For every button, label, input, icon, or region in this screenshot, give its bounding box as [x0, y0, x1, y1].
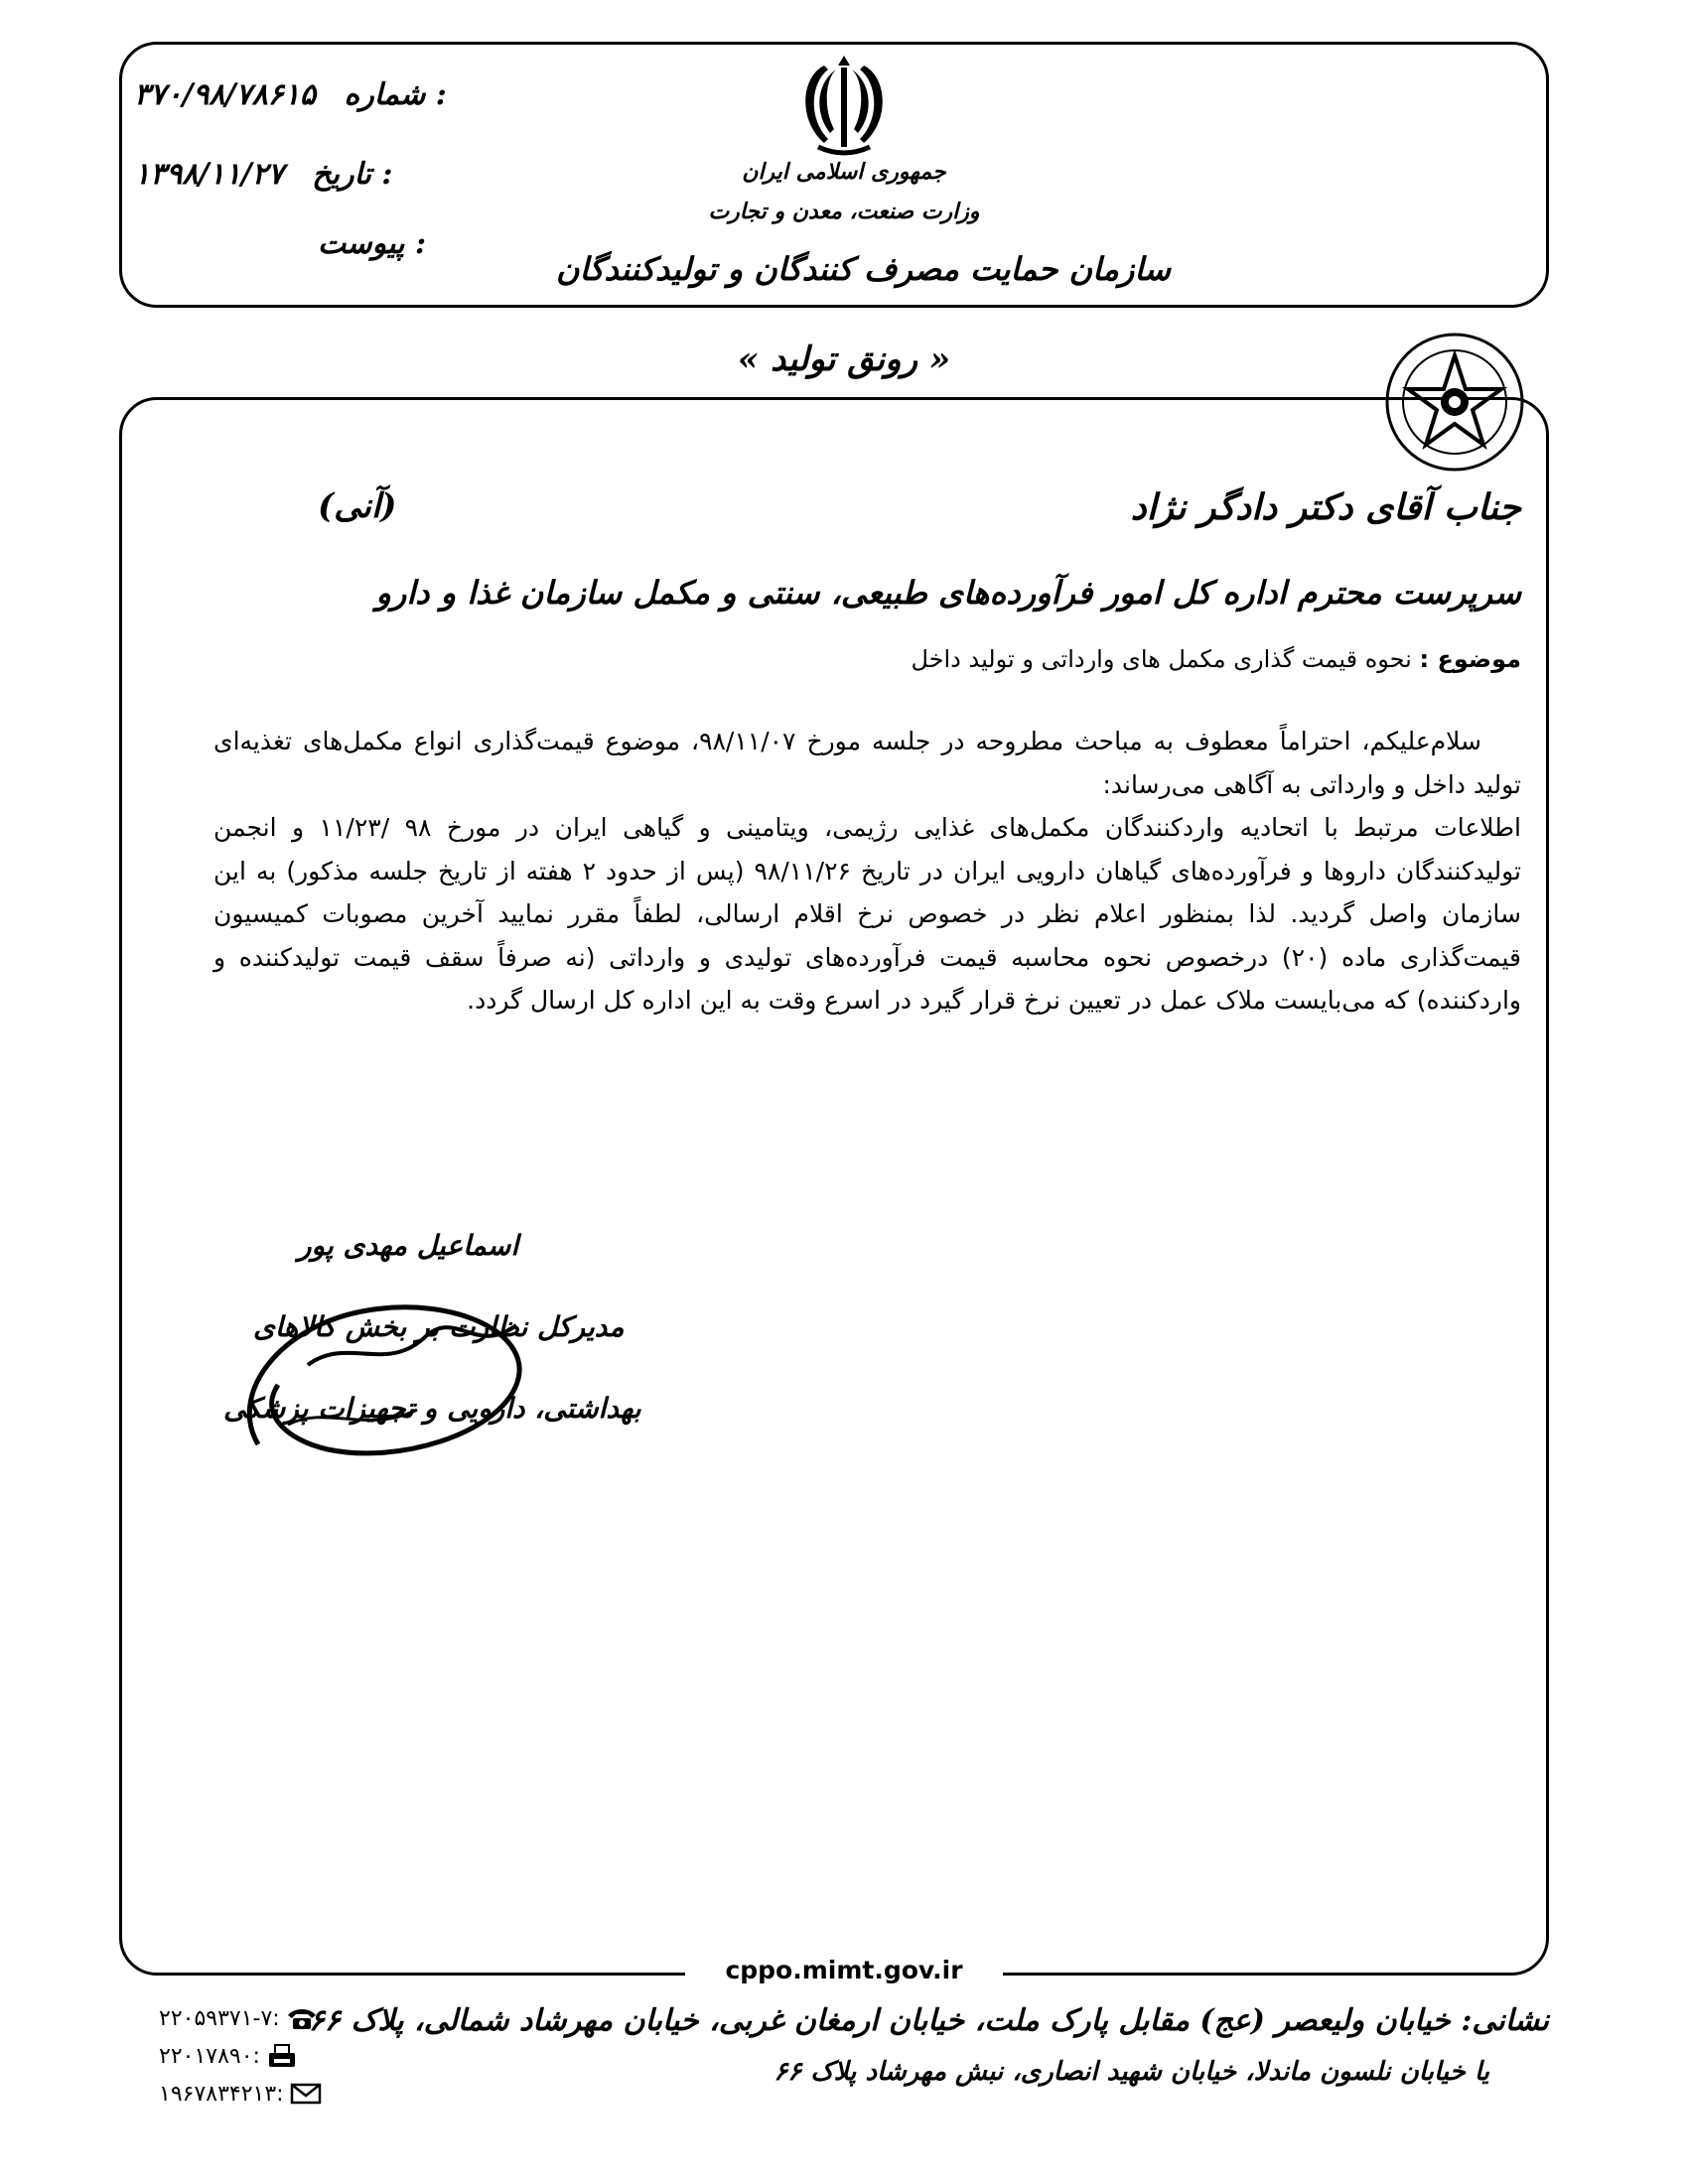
urgency-mark: (آنی) — [318, 486, 397, 526]
postal-contact — [159, 2081, 322, 2107]
letter-date-value: ۱۳۹۸/۱۱/۲۷ — [134, 157, 284, 192]
handwritten-signature — [218, 1216, 576, 1474]
letter-number-label: شماره : — [344, 77, 447, 112]
address-text-2: یا خیابان نلسون ماندلا، خیابان شهید انصاری، نبش مهرشاد پلاک ۶۶ — [774, 2057, 1489, 2087]
country-name: جمهوری اسلامی ایران — [742, 159, 946, 185]
signatory-name: اسماعیل مهدی پور — [298, 1229, 519, 1262]
body-paragraph: اطلاعات مرتبط با اتحادیه واردکنندگان مکمل‌های غذایی رژیمی، ویتامینی و گیاهی ایران در مورخ ۹۸ /۱۱/۲۳ و انجمن تولیدکنندگان داروها و فرآورده‌های گیاهان دارویی ایران در تاریخ ۹۸/۱۱/۲۶ (پس از حدود ۲ هفته از تاریخ جلسه مذکور) به این سازمان واصل گردید. لذا بمنظور اعلام نظر در خصوص نرخ اقلام ارسالی، لطفاً مقرر نمایید آخرین مصوبات کمیسیون قیمت‌گذاری ماده (۲۰) درخصوص نحوه محاسبه قیمت فرآورده‌های تولیدی و وارداتی (نه صرفاً سقف قیمت تولیدکننده و واردکننده) که می‌بایست ملاک عمل در تعیین نرخ قرار گیرد در اسرع وقت به این اداره کل ارسال گردد. — [213, 813, 1522, 1015]
letter-date — [134, 157, 393, 192]
ministry-name: وزارت صنعت، معدن و تجارت — [708, 199, 980, 224]
postal-code: ۱۹۶۷۸۳۴۲۱۳: — [159, 2081, 284, 2107]
signatory-title-line2: بهداشتی، دارویی و تجهیزات پزشکی — [223, 1392, 641, 1425]
address-text-1: خیابان ولیعصر (عج) مقابل پارک ملت، خیابان ارمغان غربی، خیابان مهرشاد شمالی، پلاک ۶۶ — [308, 2003, 1451, 2038]
letter-attachment-label: پیوست : — [318, 226, 427, 261]
fax-icon — [266, 2043, 298, 2069]
address-line-1 — [309, 2003, 1549, 2038]
letter-number — [134, 77, 447, 112]
envelope-icon — [290, 2081, 322, 2107]
slogan: « رونق تولید » — [695, 340, 993, 379]
fax-contact — [159, 2043, 298, 2069]
organization-name: سازمان حمایت مصرف کنندگان و تولیدکنندگان — [556, 250, 1171, 288]
letter-body — [213, 720, 1521, 1023]
letter-number-value: ۳۷۰/۹۸/۷۸۶۱۵ — [134, 77, 317, 112]
subject-text: نحوه قیمت گذاری مکمل های وارداتی و تولید داخل — [911, 645, 1412, 673]
recipient-title: سرپرست محترم اداره کل امور فرآورده‌های طبیعی، سنتی و مکمل سازمان غذا و دارو — [375, 574, 1521, 612]
letter-attachment — [318, 226, 426, 261]
letter-subject — [911, 645, 1521, 673]
fax-number: ۲۲۰۱۷۸۹۰: — [159, 2043, 260, 2069]
address-line-2 — [774, 2057, 1489, 2087]
subject-label: موضوع : — [1419, 645, 1521, 673]
signatory-title-line1: مدیرکل نظارت بر بخش کالاهای — [253, 1310, 625, 1343]
organization-seal-icon — [1380, 328, 1529, 477]
phone-contact — [159, 2005, 318, 2031]
iran-emblem-icon — [784, 52, 904, 161]
body-paragraph: سلام‌علیکم، احتراماً معطوف به مباحث مطروحه در جلسه مورخ ۹۸/۱۱/۰۷، موضوع قیمت‌گذاری انواع مکمل‌های تغذیه‌ای تولید داخل و وارداتی به آگاهی می‌رساند: — [213, 727, 1521, 799]
recipient-name: جناب آقای دکتر دادگر نژاد — [1130, 486, 1521, 528]
website-link[interactable]: cppo.mimt.gov.ir — [725, 1956, 963, 1984]
address-label: نشانی: — [1461, 2003, 1549, 2038]
phone-number: ۲۲۰۵۹۳۷۱-۷: — [159, 2005, 280, 2031]
letter-date-label: تاریخ : — [312, 157, 393, 192]
letter-body-frame — [119, 397, 1549, 1976]
